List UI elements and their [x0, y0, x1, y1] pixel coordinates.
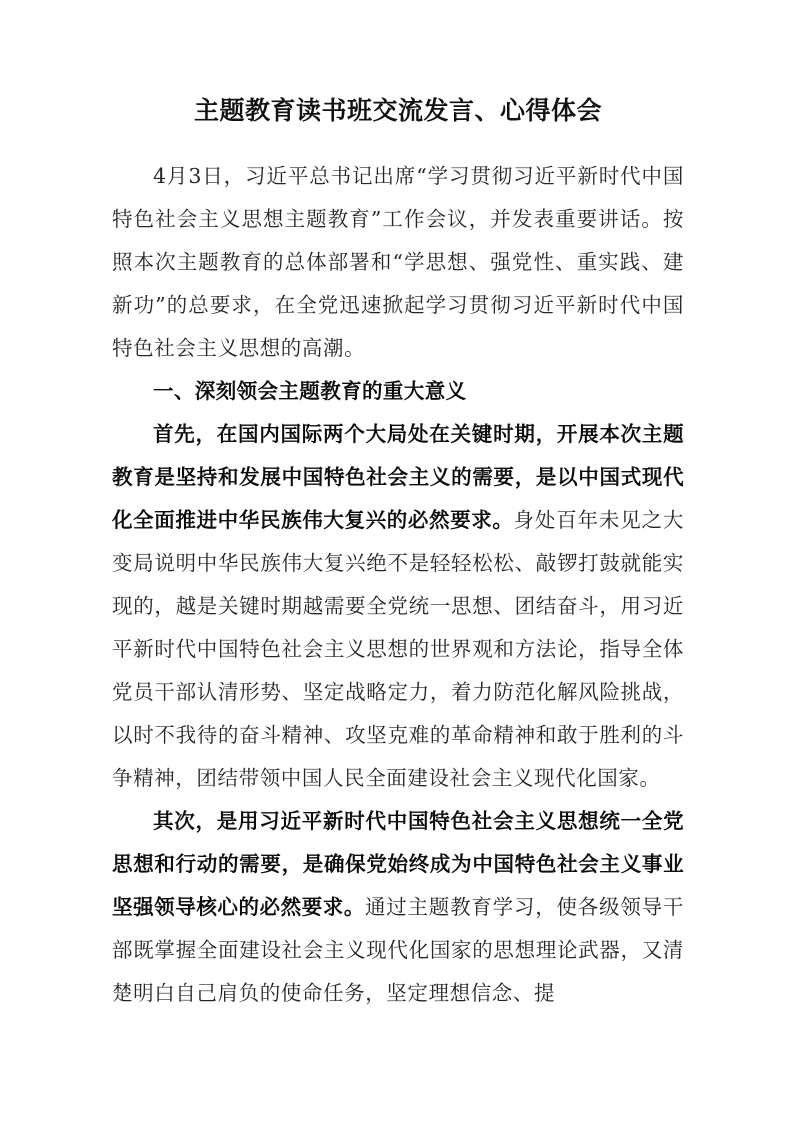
- text-run: 4月3日，习近平总书记出席“学习贯彻习近平新时代中国特色社会主义思想主题教育”工作会议，并发表重要讲话。按照本次主题教育的总体部署和“学思想、强党性、重实践、建新功”的总要求，在全党迅速掀起学习贯彻习近平新时代中国特色社会主义思想的高潮。: [112, 164, 684, 360]
- body-paragraph: [112, 155, 684, 370]
- emphasized-text-run: 首先，在国内国际两个大局处在关键时期，开展本次主题教育是坚持和发展中国特色社会主义的需要，是以中国式现代化全面推进中华民族伟大复兴的必然要求。: [112, 422, 684, 532]
- text-run: 通过主题教育学习，使各级领导干部既掌握全面建设社会主义现代化国家的思想理论武器，又清楚明白自己肩负的使命任务，坚定理想信念、提: [112, 895, 684, 1005]
- body-paragraph: [112, 413, 684, 800]
- paragraph-list: [112, 155, 684, 1015]
- section-heading: [112, 370, 684, 413]
- text-run: 身处百年未见之大变局说明中华民族伟大复兴绝不是轻轻松松、敲锣打鼓就能实现的，越是关键时期越需要全党统一思想、团结奋斗，用习近平新时代中国特色社会主义思想的世界观和方法论，指导全体党员干部认清形势、坚定战略定力，着力防范化解风险挑战，以时不我待的奋斗精神、攻坚克难的革命精神和敢于胜利的斗争精神，团结带领中国人民全面建设社会主义现代化国家。: [112, 508, 684, 790]
- document-content: [112, 0, 684, 1015]
- body-paragraph: [112, 800, 684, 1015]
- emphasized-text-run: 其次，是用习近平新时代中国特色社会主义思想统一全党思想和行动的需要，是确保党始终成为中国特色社会主义事业坚强领导核心的必然要求。: [112, 809, 684, 919]
- page-title: 主题教育读书班交流发言、心得体会: [193, 96, 602, 125]
- emphasized-text-run: 一、深刻领会主题教育的重大意义: [153, 380, 467, 403]
